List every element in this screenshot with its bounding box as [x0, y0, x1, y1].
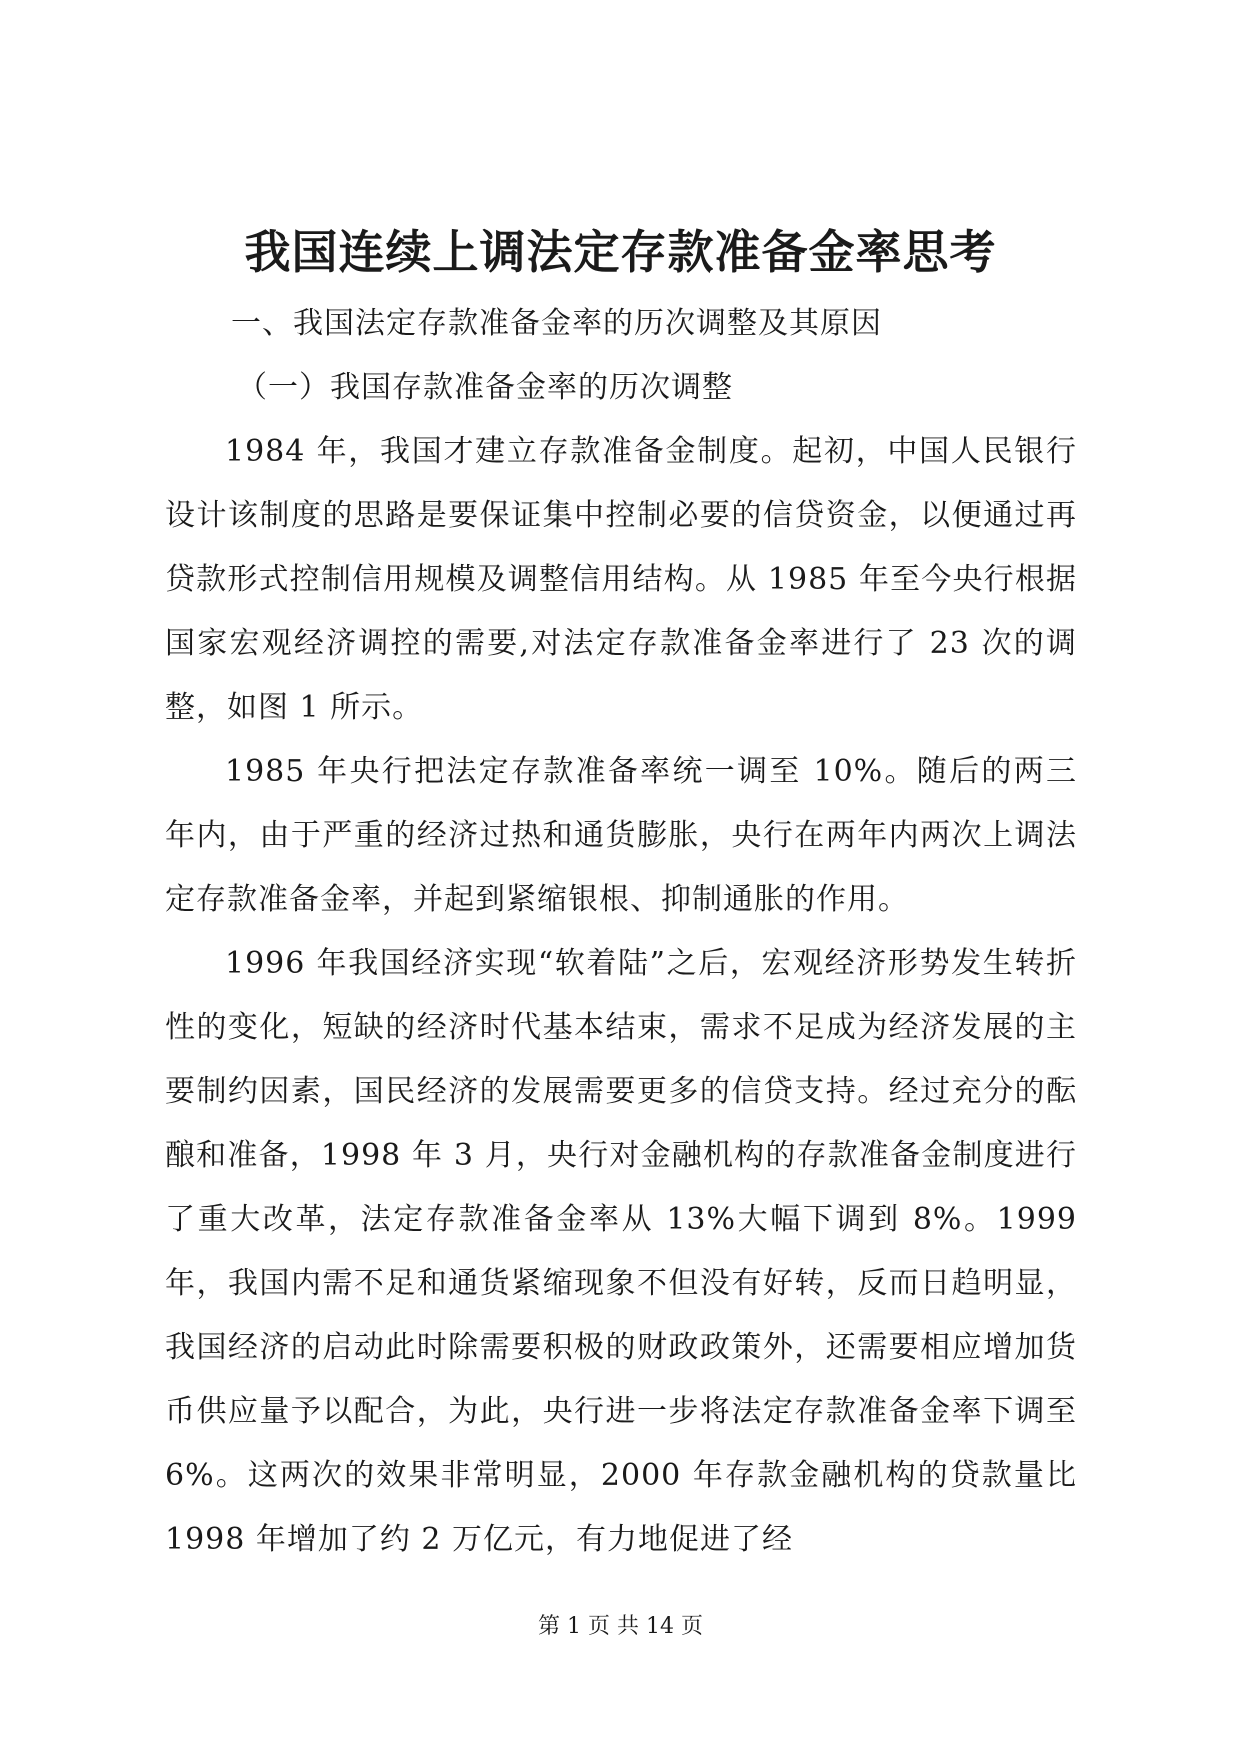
document-body	[165, 292, 1077, 1572]
paragraph: 1984 年，我国才建立存款准备金制度。起初，中国人民银行设计该制度的思路是要保证集中控制必要的信贷资金，以便通过再贷款形式控制信用规模及调整信用结构。从 1985 年至今央行根据国家宏观经济调控的需要,对法定存款准备金率进行了 23 次的调整，如图 1 所示。	[165, 434, 1077, 725]
paragraph: 1985 年央行把法定存款准备率统一调至 10%。随后的两三年内，由于严重的经济过热和通货膨胀，央行在两年内两次上调法定存款准备金率，并起到紧缩银根、抑制通胀的作用。	[165, 754, 1077, 917]
page-number-footer: 第 1 页 共 14 页	[538, 1614, 703, 1639]
document-title: 我国连续上调法定存款准备金率思考	[244, 225, 997, 279]
subsection-heading: （一）我国存款准备金率的历次调整	[237, 370, 733, 405]
paragraph: 1996 年我国经济实现“软着陆”之后，宏观经济形势发生转折性的变化，短缺的经济时代基本结束，需求不足成为经济发展的主要制约因素，国民经济的发展需要更多的信贷支持。经过充分的酝酿和准备，1998 年 3 月，央行对金融机构的存款准备金制度进行了重大改革，法定存款准备金率从 13%大幅下调到 8%。1999 年，我国内需不足和通货紧缩现象不但没有好转，反而日趋明显，我国经济的启动此时除需要积极的财政政策外，还需要相应增加货币供应量予以配合，为此，央行进一步将法定存款准备金率下调至 6%。这两次的效果非常明显，2000 年存款金融机构的贷款量比 1998 年增加了约 2 万亿元，有力地促进了经	[165, 946, 1077, 1557]
section-heading-1: 一、我国法定存款准备金率的历次调整及其原因	[231, 306, 882, 341]
